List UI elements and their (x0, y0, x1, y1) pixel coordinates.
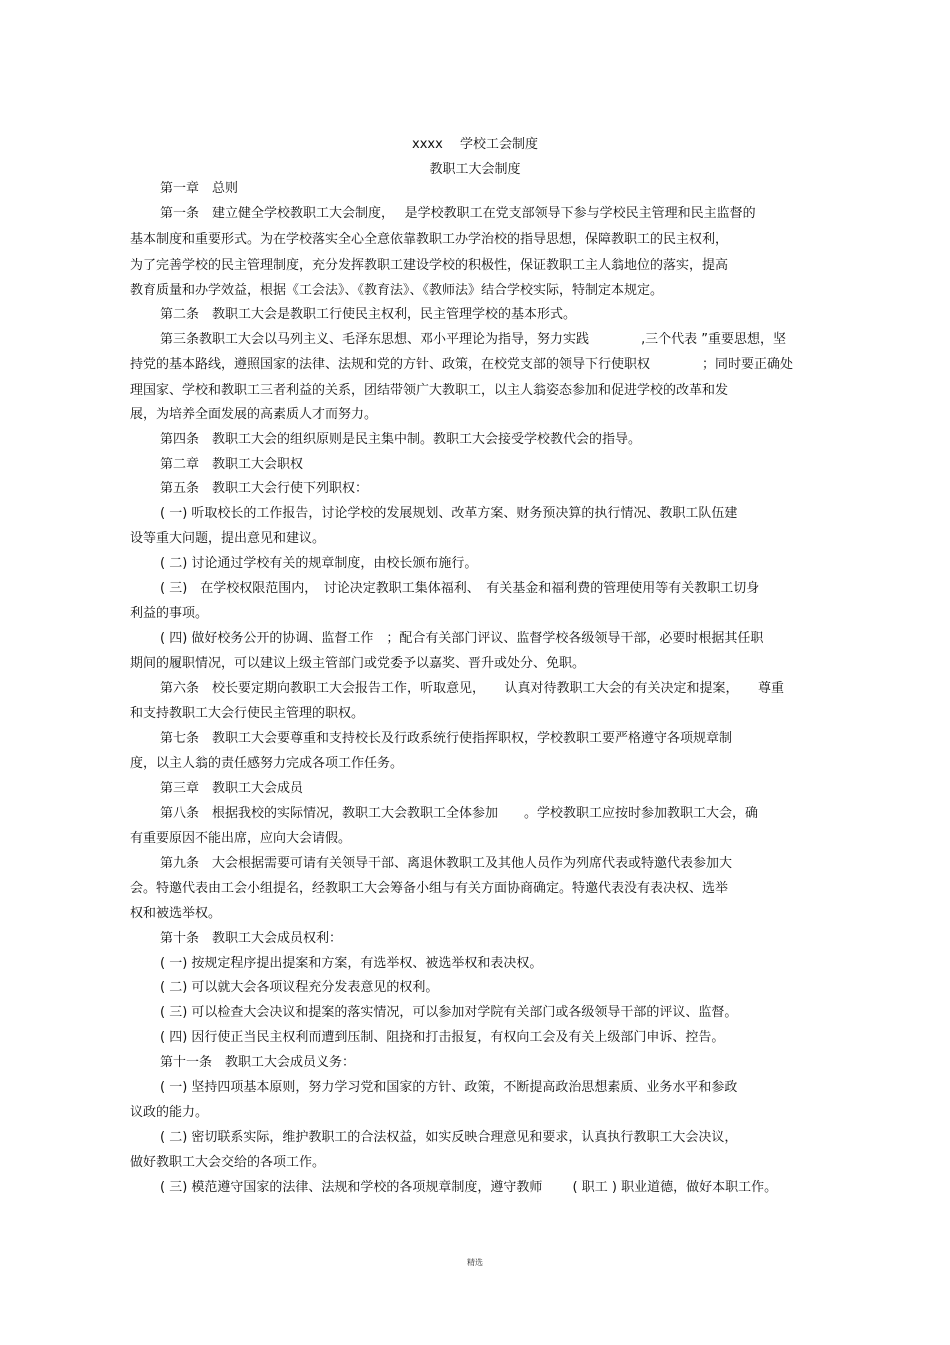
document-title: xxxx 学校工会制度 (412, 137, 538, 152)
paragraph-line: 利益的事项。 (130, 606, 209, 621)
paragraph-line: 第四条 教职工大会的组织原则是民主集中制。教职工大会接受学校教代会的指导。 (160, 432, 642, 447)
paragraph-line: ( 二) 讨论通过学校有关的规章制度，由校长颁布施行。 (160, 556, 478, 571)
paragraph-line: ( 三) 在学校权限范围内， 讨论决定教职工集体福利、 有关基金和福利费的管理使用等有关教职工切身 (160, 581, 760, 596)
paragraph-line: ( 四) 做好校务公开的协调、监督工作 ；配合有关部门评议、监督学校各级领导干部，必要时根据其任职 (160, 631, 764, 646)
chapter-heading: 第一章 总则 (160, 181, 239, 196)
chapter-heading: 第二章 教职工大会职权 (160, 457, 304, 472)
paragraph-line: 第一条 建立健全学校教职工大会制度， 是学校教职工在党支部领导下参与学校民主管理和民主监督的 (160, 206, 756, 221)
paragraph-line: 有重要原因不能出席，应向大会请假。 (130, 831, 352, 846)
paragraph-line: ( 三) 可以检查大会决议和提案的落实情况，可以参加对学院有关部门或各级领导干部的评议、监督。 (160, 1005, 738, 1020)
paragraph-line: ( 一) 听取校长的工作报告，讨论学校的发展规划、改革方案、财务预决算的执行情况、教职工队伍建 (160, 506, 738, 521)
paragraph-line: 权和被选举权。 (130, 906, 222, 921)
paragraph-line: 教育质量和办学效益，根据《工会法》、《教育法》、《教师法》结合学校实际，特制定本规定。 (130, 283, 664, 298)
paragraph-line: 第十条 教职工大会成员权利： (160, 931, 343, 946)
paragraph-line: 和支持教职工大会行使民主管理的职权。 (130, 706, 365, 721)
paragraph-line: 第十一条 教职工大会成员义务： (160, 1055, 356, 1070)
paragraph-line: 第三条教职工大会以马列主义、毛泽东思想、邓小平理论为指导，努力实践 ‚三个代表 ”重要思想，坚 (160, 332, 787, 347)
paragraph-line: 基本制度和重要形式。为在学校落实全心全意依靠教职工办学治校的指导思想，保障教职工的民主权利， (130, 232, 729, 247)
paragraph-line: 持党的基本路线，遵照国家的法律、法规和党的方针、政策，在校党支部的领导下行使职权 ；同时要正确处 (130, 357, 794, 372)
paragraph-line: 展，为培养全面发展的高素质人才而努力。 (130, 407, 378, 422)
paragraph-line: 度，以主人翁的责任感努力完成各项工作任务。 (130, 756, 404, 771)
paragraph-line: ( 二) 可以就大会各项议程充分发表意见的权利。 (160, 980, 439, 995)
document-subtitle: 教职工大会制度 (429, 162, 521, 177)
paragraph-line: ( 二) 密切联系实际，维护教职工的合法权益，如实反映合理意见和要求，认真执行教职工大会决议， (160, 1130, 738, 1145)
paragraph-line: ( 一) 坚持四项基本原则，努力学习党和国家的方针、政策，不断提高政治思想素质、业务水平和参政 (160, 1080, 738, 1095)
paragraph-line: 第七条 教职工大会要尊重和支持校长及行政系统行使指挥职权，学校教职工要严格遵守各项规章制 (160, 731, 733, 746)
paragraph-line: 设等重大问题，提出意见和建议。 (130, 531, 326, 546)
paragraph-line: ( 三) 模范遵守国家的法律、法规和学校的各项规章制度，遵守教师 ( 职工 ) 职业道德，做好本职工作。 (160, 1180, 778, 1195)
paragraph-line: 做好教职工大会交给的各项工作。 (130, 1155, 326, 1170)
page-footer: 精选 (467, 1258, 483, 1267)
paragraph-line: 期间的履职情况，可以建议上级主管部门或党委予以嘉奖、晋升或处分、免职。 (130, 656, 586, 671)
paragraph-line: ( 四) 因行使正当民主权利而遭到压制、阻挠和打击报复，有权向工会及有关上级部门申诉、控告。 (160, 1030, 725, 1045)
chapter-heading: 第三章 教职工大会成员 (160, 781, 304, 796)
paragraph-line: 为了完善学校的民主管理制度，充分发挥教职工建设学校的积极性，保证教职工主人翁地位的落实，提高 (130, 258, 729, 273)
paragraph-line: 议政的能力。 (130, 1105, 209, 1120)
paragraph-line: 会。特邀代表由工会小组提名，经教职工大会筹备小组与有关方面协商确定。特邀代表没有表决权、选举 (130, 881, 729, 896)
paragraph-line: ( 一) 按规定程序提出提案和方案，有选举权、被选举权和表决权。 (160, 956, 543, 971)
paragraph-line: 第五条 教职工大会行使下列职权： (160, 481, 369, 496)
paragraph-line: 第八条 根据我校的实际情况，教职工大会教职工全体参加 。学校教职工应按时参加教职工大会，确 (160, 806, 759, 821)
paragraph-line: 理国家、学校和教职工三者利益的关系，团结带领广大教职工，以主人翁姿态参加和促进学校的改革和发 (130, 383, 729, 398)
paragraph-line: 第九条 大会根据需要可请有关领导干部、离退休教职工及其他人员作为列席代表或特邀代表参加大 (160, 856, 733, 871)
paragraph-line: 第二条 教职工大会是教职工行使民主权利，民主管理学校的基本形式。 (160, 307, 577, 322)
paragraph-line: 第六条 校长要定期向教职工大会报告工作，听取意见， 认真对待教职工大会的有关决定和提案， 尊重 (160, 681, 785, 696)
